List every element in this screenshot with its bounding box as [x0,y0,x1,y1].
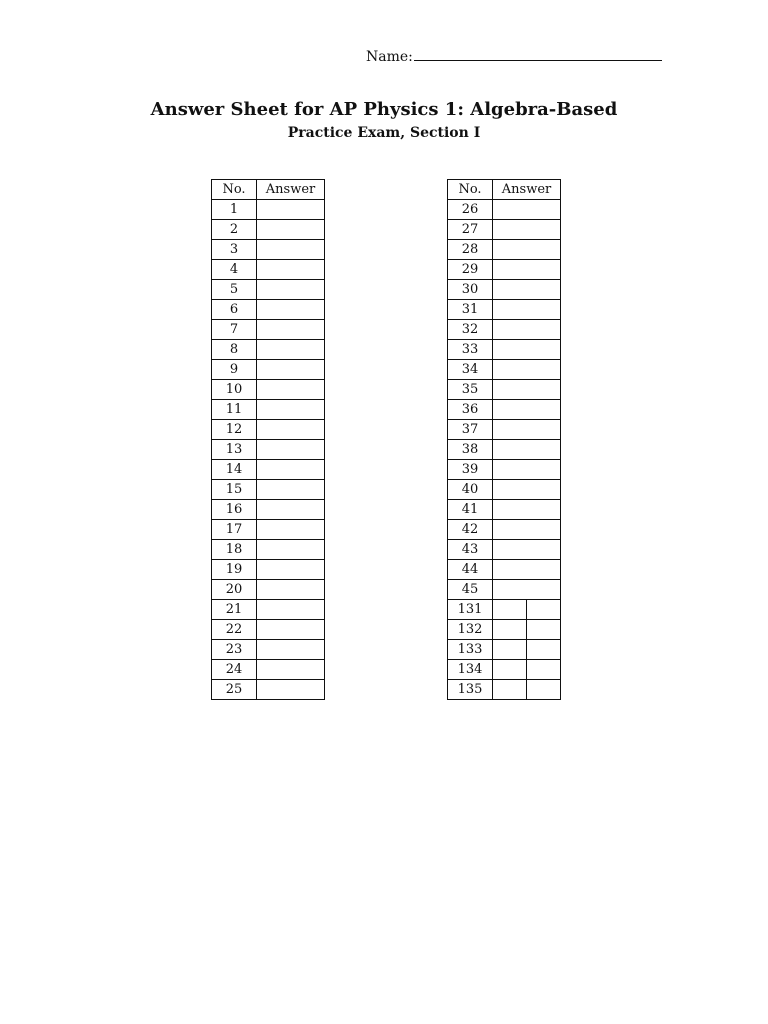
table-row [448,620,561,640]
question-number: 11 [212,400,257,420]
table-row [212,680,325,700]
table-row [212,420,325,440]
table-row [448,320,561,340]
answer-cell[interactable] [493,200,561,220]
table-row [212,260,325,280]
answer-cell[interactable] [257,220,325,240]
question-number: 43 [448,540,493,560]
question-number: 37 [448,420,493,440]
question-number: 131 [448,600,493,620]
page-subtitle: Practice Exam, Section I [287,125,481,141]
question-number: 20 [212,580,257,600]
table-row [212,360,325,380]
question-number: 4 [212,260,257,280]
table-row [212,540,325,560]
table-row [212,580,325,600]
question-number: 13 [212,440,257,460]
question-number: 34 [448,360,493,380]
answer-cell-part-2[interactable] [527,680,561,700]
table-row [448,260,561,280]
question-number: 41 [448,500,493,520]
question-number: 18 [212,540,257,560]
table-row [448,220,561,240]
table-row [212,460,325,480]
answer-cell[interactable] [257,420,325,440]
table-row [212,320,325,340]
answer-cell-part-2[interactable] [527,620,561,640]
table-row [448,560,561,580]
table-header-row [212,180,325,200]
answer-cell[interactable] [257,580,325,600]
answer-cell[interactable] [493,540,561,560]
question-number: 40 [448,480,493,500]
column-header-no: No. [448,180,493,200]
table-row [448,340,561,360]
answer-cell[interactable] [257,360,325,380]
answer-cell[interactable] [257,280,325,300]
question-number: 44 [448,560,493,580]
answer-cell[interactable] [493,440,561,460]
table-row [212,380,325,400]
answer-cell[interactable] [493,480,561,500]
question-number: 45 [448,580,493,600]
table-row [448,520,561,540]
answer-cell[interactable] [493,300,561,320]
question-number: 14 [212,460,257,480]
question-number: 132 [448,620,493,640]
answer-cell[interactable] [257,440,325,460]
answer-cell[interactable] [257,460,325,480]
table-row [212,620,325,640]
answer-cell[interactable] [257,680,325,700]
answer-cell[interactable] [257,500,325,520]
table-row [448,280,561,300]
question-number: 22 [212,620,257,640]
table-row [448,680,561,700]
question-number: 25 [212,680,257,700]
answer-cell[interactable] [257,480,325,500]
question-number: 3 [212,240,257,260]
question-number: 7 [212,320,257,340]
question-number: 24 [212,660,257,680]
answer-cell[interactable] [257,560,325,580]
table-row [212,660,325,680]
table-row [448,600,561,620]
table-row [212,500,325,520]
question-number: 6 [212,300,257,320]
table-row [212,200,325,220]
table-row [448,500,561,520]
table-row [212,600,325,620]
answer-cell[interactable] [257,260,325,280]
table-row [212,240,325,260]
name-underline[interactable] [414,47,662,61]
table-row [212,220,325,240]
table-row [448,300,561,320]
answer-cell[interactable] [257,520,325,540]
table-row [212,440,325,460]
question-number: 8 [212,340,257,360]
answer-cell-part-1[interactable] [493,600,527,620]
question-number: 5 [212,280,257,300]
question-number: 33 [448,340,493,360]
answer-cell[interactable] [493,460,561,480]
answer-cell[interactable] [257,640,325,660]
question-number: 17 [212,520,257,540]
table-row [448,380,561,400]
question-number: 21 [212,600,257,620]
answer-cell[interactable] [257,340,325,360]
answer-cell[interactable] [493,580,561,600]
answer-table-left [211,179,325,700]
column-header-answer: Answer [493,180,561,200]
answer-cell-part-1[interactable] [493,660,527,680]
answer-cell-part-1[interactable] [493,640,527,660]
answer-cell[interactable] [493,400,561,420]
question-number: 27 [448,220,493,240]
question-number: 16 [212,500,257,520]
table-header-row [448,180,561,200]
question-number: 30 [448,280,493,300]
answer-cell[interactable] [257,320,325,340]
answer-cell-part-1[interactable] [493,620,527,640]
question-number: 26 [448,200,493,220]
table-row [448,240,561,260]
answer-cell[interactable] [493,220,561,240]
table-row [212,480,325,500]
table-row [448,360,561,380]
table-row [448,400,561,420]
question-number: 28 [448,240,493,260]
table-row [448,540,561,560]
answer-cell[interactable] [257,300,325,320]
name-label: Name: [366,49,413,65]
question-number: 12 [212,420,257,440]
answer-cell[interactable] [493,500,561,520]
table-row [212,340,325,360]
table-row [212,280,325,300]
question-number: 42 [448,520,493,540]
question-number: 2 [212,220,257,240]
page-title: Answer Sheet for AP Physics 1: Algebra-Based [150,99,618,120]
question-number: 9 [212,360,257,380]
answer-cell-part-1[interactable] [493,680,527,700]
question-number: 29 [448,260,493,280]
answer-table-right [447,179,561,700]
question-number: 133 [448,640,493,660]
question-number: 39 [448,460,493,480]
table-row [448,580,561,600]
table-row [448,640,561,660]
question-number: 35 [448,380,493,400]
question-number: 19 [212,560,257,580]
answer-cell-part-2[interactable] [527,600,561,620]
table-row [448,200,561,220]
answer-cell[interactable] [493,520,561,540]
answer-cell[interactable] [493,380,561,400]
answer-cell[interactable] [493,560,561,580]
table-row [448,460,561,480]
question-number: 31 [448,300,493,320]
answer-cell[interactable] [493,240,561,260]
question-number: 36 [448,400,493,420]
table-row [212,640,325,660]
answer-cell[interactable] [257,200,325,220]
question-number: 1 [212,200,257,220]
answer-cell[interactable] [493,360,561,380]
answer-cell[interactable] [257,540,325,560]
table-row [448,660,561,680]
table-row [448,420,561,440]
question-number: 10 [212,380,257,400]
answer-cell[interactable] [257,660,325,680]
question-number: 135 [448,680,493,700]
question-number: 15 [212,480,257,500]
answer-cell[interactable] [493,320,561,340]
question-number: 38 [448,440,493,460]
answer-cell[interactable] [493,420,561,440]
table-row [212,560,325,580]
column-header-answer: Answer [257,180,325,200]
column-header-no: No. [212,180,257,200]
name-field[interactable] [366,47,662,65]
answer-cell[interactable] [493,260,561,280]
answer-cell-part-2[interactable] [527,660,561,680]
table-row [212,400,325,420]
answer-cell[interactable] [257,400,325,420]
answer-cell[interactable] [257,620,325,640]
answer-cell[interactable] [493,280,561,300]
table-row [448,480,561,500]
answer-cell[interactable] [493,340,561,360]
answer-cell[interactable] [257,380,325,400]
answer-cell-part-2[interactable] [527,640,561,660]
answer-cell[interactable] [257,600,325,620]
table-row [448,440,561,460]
question-number: 32 [448,320,493,340]
question-number: 23 [212,640,257,660]
answer-cell[interactable] [257,240,325,260]
table-row [212,520,325,540]
question-number: 134 [448,660,493,680]
table-row [212,300,325,320]
